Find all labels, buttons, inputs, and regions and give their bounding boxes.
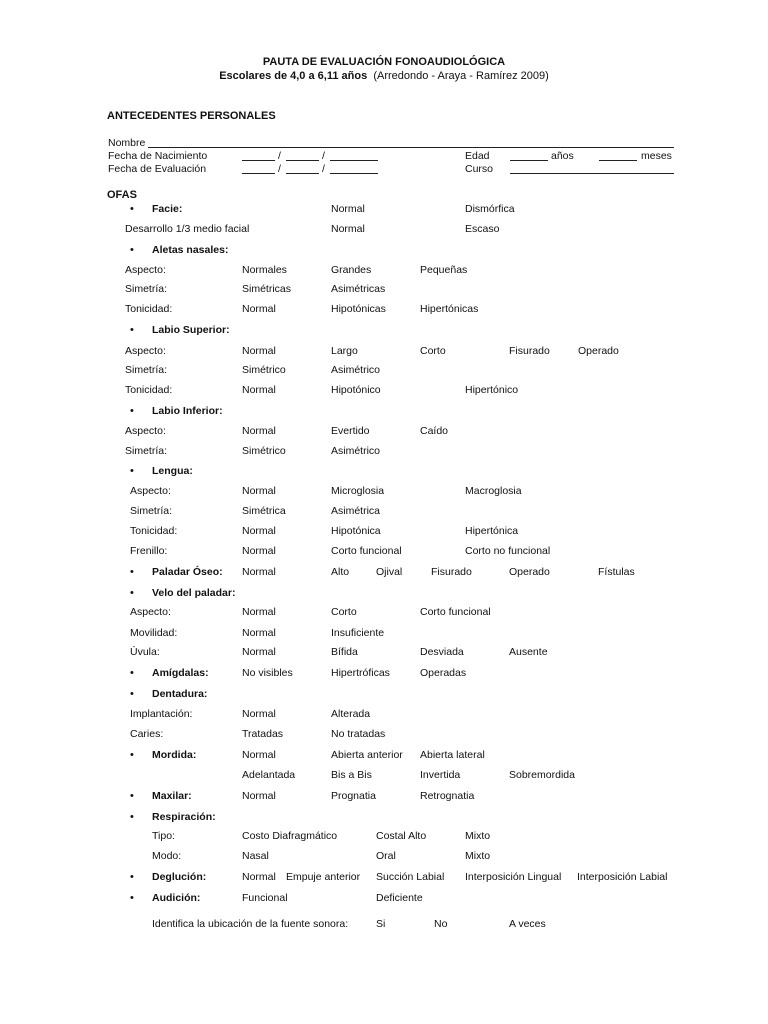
mordida-option[interactable]: Adelantada — [242, 769, 296, 781]
paladar-oseo-label: Paladar Óseo: — [152, 566, 223, 578]
fecha-evaluacion-label: Fecha de Evaluación — [108, 163, 207, 175]
labio-sup-aspecto-option[interactable]: Largo — [331, 345, 358, 357]
amigdalas-label: Amígdalas: — [152, 667, 209, 679]
bullet: • — [130, 790, 134, 802]
aletas-simetria-option[interactable]: Simétricas — [242, 283, 292, 295]
maxilar-option[interactable]: Normal — [242, 790, 276, 802]
amigdalas-option[interactable]: No visibles — [242, 667, 293, 679]
paladar-oseo-option[interactable]: Fisurado — [431, 566, 472, 578]
lengua-frenillo-label: Frenillo: — [130, 545, 168, 557]
desarrollo-option[interactable]: Escaso — [465, 223, 500, 235]
form-title: PAUTA DE EVALUACIÓN FONOAUDIOLÓGICA — [262, 56, 506, 68]
ofas-heading: OFAS — [107, 189, 137, 201]
curso-field[interactable] — [510, 163, 674, 174]
amigdalas-option[interactable]: Operadas — [420, 667, 467, 679]
respiracion-modo-option[interactable]: Nasal — [242, 850, 269, 862]
velo-label: Velo del paladar: — [152, 587, 236, 599]
aletas-tonicidad-option[interactable]: Hipotónicas — [331, 303, 386, 315]
mordida-label: Mordida: — [152, 749, 197, 761]
antecedentes-heading: ANTECEDENTES PERSONALES — [107, 110, 276, 122]
paladar-oseo-option[interactable]: Fístulas — [598, 566, 635, 578]
lengua-aspecto-option[interactable]: Macroglosia — [465, 485, 522, 497]
lengua-aspecto-option[interactable]: Microglosia — [331, 485, 385, 497]
deglucion-label: Deglución: — [152, 871, 207, 883]
labio-inf-simetria-option[interactable]: Asimétrico — [331, 445, 381, 457]
bullet: • — [130, 566, 134, 578]
deglucion-option[interactable]: Succión Labial — [376, 871, 445, 883]
bullet: • — [130, 405, 134, 417]
anos-label: años — [551, 150, 574, 162]
nombre-field[interactable] — [148, 137, 674, 148]
dentadura-caries-option[interactable]: No tratadas — [331, 728, 386, 740]
lengua-aspecto-label: Aspecto: — [130, 485, 171, 497]
respiracion-modo-label: Modo: — [152, 850, 182, 862]
respiracion-tipo-option[interactable]: Costo Diafragmático — [242, 830, 338, 842]
desarrollo-option[interactable]: Normal — [331, 223, 365, 235]
paladar-oseo-option[interactable]: Alto — [331, 566, 350, 578]
fuente-sonora-option[interactable]: No — [434, 918, 448, 930]
paladar-oseo-option[interactable]: Operado — [509, 566, 550, 578]
lengua-tonicidad-option[interactable]: Hipertónica — [465, 525, 519, 537]
respiracion-tipo-option[interactable]: Mixto — [465, 830, 491, 842]
dentadura-label: Dentadura: — [152, 688, 208, 700]
deglucion-option[interactable]: Interposición Labial — [577, 871, 668, 883]
facie-option[interactable]: Dismórfica — [465, 203, 515, 215]
fuente-sonora-label: Identifica la ubicación de la fuente sonora: — [152, 918, 349, 930]
lengua-aspecto-option[interactable]: Normal — [242, 485, 276, 497]
aletas-aspecto-option[interactable]: Normales — [242, 264, 287, 276]
respiracion-modo-option[interactable]: Mixto — [465, 850, 491, 862]
audicion-label: Audición: — [152, 892, 201, 904]
mordida-option[interactable]: Abierta anterior — [331, 749, 403, 761]
labio-sup-aspecto-label: Aspecto: — [125, 345, 166, 357]
edad-anos-field[interactable] — [510, 150, 548, 161]
lengua-frenillo-option[interactable]: Corto no funcional — [465, 545, 551, 557]
deglucion-option[interactable]: Empuje anterior — [286, 871, 361, 883]
velo-movilidad-option[interactable]: Insuficiente — [331, 627, 385, 639]
nacimiento-year-field[interactable] — [330, 150, 378, 161]
desarrollo-label: Desarrollo 1/3 medio facial — [125, 223, 250, 235]
mordida-option[interactable]: Normal — [242, 749, 276, 761]
labio-inf-aspecto-option[interactable]: Evertido — [331, 425, 370, 437]
mordida-option[interactable]: Sobremordida — [509, 769, 575, 781]
facie-label: Facie: — [152, 203, 183, 215]
labio-sup-aspecto-option[interactable]: Operado — [578, 345, 619, 357]
lengua-tonicidad-label: Tonicidad: — [130, 525, 178, 537]
bullet: • — [130, 871, 134, 883]
edad-label: Edad — [465, 150, 490, 162]
velo-aspecto-option[interactable]: Corto funcional — [420, 606, 491, 618]
facie-option[interactable]: Normal — [331, 203, 365, 215]
fuente-sonora-option[interactable]: A veces — [509, 918, 546, 930]
labio-sup-tonicidad-option[interactable]: Hipertónico — [465, 384, 519, 396]
bullet: • — [130, 465, 134, 477]
lengua-simetria-option[interactable]: Asimétrica — [331, 505, 381, 517]
velo-uvula-label: Úvula: — [130, 646, 160, 658]
lengua-frenillo-option[interactable]: Normal — [242, 545, 276, 557]
dentadura-implantacion-option[interactable]: Alterada — [331, 708, 371, 720]
labio-inf-simetria-label: Simetría: — [125, 445, 168, 457]
evaluacion-month-field[interactable] — [286, 163, 319, 174]
lengua-tonicidad-option[interactable]: Normal — [242, 525, 276, 537]
labio-inf-aspecto-option[interactable]: Caído — [420, 425, 449, 437]
audicion-option[interactable]: Funcional — [242, 892, 288, 904]
labio-sup-aspecto-option[interactable]: Corto — [420, 345, 446, 357]
deglucion-option[interactable]: Interposición Lingual — [465, 871, 562, 883]
date-slash: / — [322, 150, 325, 162]
date-slash: / — [278, 163, 281, 175]
velo-aspecto-label: Aspecto: — [130, 606, 171, 618]
aletas-aspecto-label: Aspecto: — [125, 264, 166, 276]
nacimiento-day-field[interactable] — [242, 150, 275, 161]
mordida-option[interactable]: Abierta lateral — [420, 749, 485, 761]
velo-aspecto-option[interactable]: Normal — [242, 606, 276, 618]
bullet: • — [130, 892, 134, 904]
labio-sup-simetria-label: Simetría: — [125, 364, 168, 376]
velo-movilidad-option[interactable]: Normal — [242, 627, 276, 639]
lengua-frenillo-option[interactable]: Corto funcional — [331, 545, 402, 557]
labio-sup-tonicidad-option[interactable]: Normal — [242, 384, 276, 396]
respiracion-label: Respiración: — [152, 811, 216, 823]
maxilar-option[interactable]: Retrognatia — [420, 790, 475, 802]
lengua-tonicidad-option[interactable]: Hipotónica — [331, 525, 381, 537]
labio-sup-tonicidad-label: Tonicidad: — [125, 384, 173, 396]
maxilar-option[interactable]: Prognatia — [331, 790, 376, 802]
bullet: • — [130, 203, 134, 215]
maxilar-label: Maxilar: — [152, 790, 192, 802]
paladar-oseo-option[interactable]: Ojival — [376, 566, 403, 578]
fecha-nacimiento-label: Fecha de Nacimiento — [108, 150, 208, 162]
respiracion-tipo-option[interactable]: Costal Alto — [376, 830, 427, 842]
aletas-tonicidad-option[interactable]: Hipertónicas — [420, 303, 479, 315]
dentadura-implantacion-option[interactable]: Normal — [242, 708, 276, 720]
velo-movilidad-label: Movilidad: — [130, 627, 178, 639]
labio-sup-aspecto-option[interactable]: Normal — [242, 345, 276, 357]
lengua-label: Lengua: — [152, 465, 193, 477]
bullet: • — [130, 688, 134, 700]
aletas-label: Aletas nasales: — [152, 244, 229, 256]
paladar-oseo-option[interactable]: Normal — [242, 566, 276, 578]
labio-inf-aspecto-label: Aspecto: — [125, 425, 166, 437]
subtitle-authors: (Arredondo - Araya - Ramírez 2009) — [373, 70, 549, 82]
bullet: • — [130, 324, 134, 336]
labio-inf-aspecto-option[interactable]: Normal — [242, 425, 276, 437]
audicion-option[interactable]: Deficiente — [376, 892, 423, 904]
velo-aspecto-option[interactable]: Corto — [331, 606, 357, 618]
mordida-option[interactable]: Bis a Bis — [331, 769, 372, 781]
velo-uvula-option[interactable]: Bífida — [331, 646, 358, 658]
labio-sup-tonicidad-option[interactable]: Hipotónico — [331, 384, 381, 396]
meses-label: meses — [641, 150, 672, 162]
aletas-simetria-label: Simetría: — [125, 283, 168, 295]
form-subtitle — [0, 70, 768, 83]
lengua-simetria-label: Simetría: — [130, 505, 173, 517]
velo-uvula-option[interactable]: Desviada — [420, 646, 464, 658]
fuente-sonora-option[interactable]: Si — [376, 918, 386, 930]
labio-sup-aspecto-option[interactable]: Fisurado — [509, 345, 550, 357]
bullet: • — [130, 244, 134, 256]
aletas-tonicidad-option[interactable]: Normal — [242, 303, 276, 315]
amigdalas-option[interactable]: Hipertróficas — [331, 667, 390, 679]
evaluacion-year-field[interactable] — [330, 163, 378, 174]
respiracion-modo-option[interactable]: Oral — [376, 850, 396, 862]
bullet: • — [130, 749, 134, 761]
labio-inferior-label: Labio Inferior: — [152, 405, 223, 417]
dentadura-caries-label: Caries: — [130, 728, 164, 740]
dentadura-implantacion-label: Implantación: — [130, 708, 193, 720]
bullet: • — [130, 587, 134, 599]
curso-label: Curso — [465, 163, 494, 175]
aletas-aspecto-option[interactable]: Pequeñas — [420, 264, 468, 276]
date-slash: / — [322, 163, 325, 175]
dentadura-caries-option[interactable]: Tratadas — [242, 728, 284, 740]
subtitle-age-range: Escolares de 4,0 a 6,11 años — [219, 70, 368, 82]
velo-uvula-option[interactable]: Normal — [242, 646, 276, 658]
bullet: • — [130, 667, 134, 679]
aletas-simetria-option[interactable]: Asimétricas — [331, 283, 386, 295]
labio-sup-simetria-option[interactable]: Simétrico — [242, 364, 286, 376]
nacimiento-month-field[interactable] — [286, 150, 319, 161]
aletas-aspecto-option[interactable]: Grandes — [331, 264, 372, 276]
lengua-simetria-option[interactable]: Simétrica — [242, 505, 286, 517]
labio-superior-label: Labio Superior: — [152, 324, 230, 336]
velo-uvula-option[interactable]: Ausente — [509, 646, 548, 658]
date-slash: / — [278, 150, 281, 162]
edad-meses-field[interactable] — [599, 150, 637, 161]
bullet: • — [130, 811, 134, 823]
mordida-option[interactable]: Invertida — [420, 769, 461, 781]
aletas-tonicidad-label: Tonicidad: — [125, 303, 173, 315]
respiracion-tipo-label: Tipo: — [152, 830, 175, 842]
nombre-label: Nombre — [108, 137, 146, 149]
labio-inf-simetria-option[interactable]: Simétrico — [242, 445, 286, 457]
deglucion-option[interactable]: Normal — [242, 871, 276, 883]
evaluacion-day-field[interactable] — [242, 163, 275, 174]
labio-sup-simetria-option[interactable]: Asimétrico — [331, 364, 381, 376]
